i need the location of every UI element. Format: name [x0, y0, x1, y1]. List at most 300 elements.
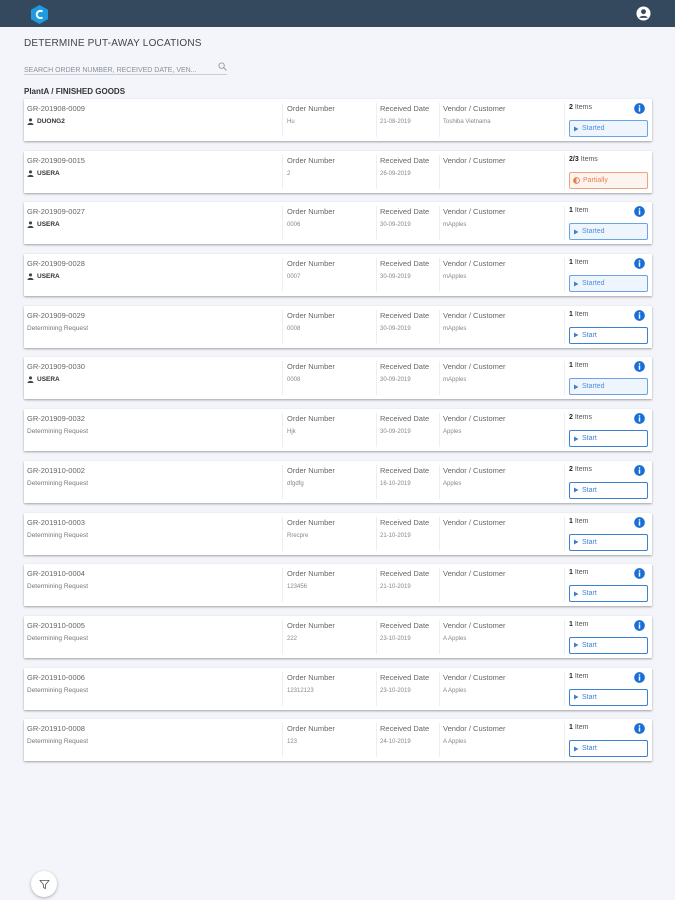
- order-value: 0008: [287, 377, 301, 384]
- item-count: [569, 673, 588, 680]
- page-title: DETERMINE PUT-AWAY LOCATIONS: [24, 38, 202, 49]
- order-header: Order Number: [287, 362, 335, 372]
- vendor-column: [443, 259, 506, 280]
- date-column: [380, 673, 429, 694]
- order-column: [287, 311, 335, 332]
- assignee-label: Determining Request: [27, 738, 89, 746]
- divider: [564, 517, 565, 551]
- date-value: 21-10-2019: [380, 584, 411, 591]
- receipt-number: GR-201910-0002: [27, 465, 85, 475]
- assignee-label: USERA: [37, 169, 60, 177]
- assignee-label: Determining Request: [27, 531, 89, 539]
- status-button[interactable]: [569, 534, 648, 551]
- vendor-header: Vendor / Customer: [443, 724, 506, 734]
- order-value: dfgdfg: [287, 480, 304, 487]
- date-header: Received Date: [380, 517, 430, 527]
- filter-icon: [39, 879, 50, 890]
- divider: [282, 672, 283, 706]
- receipt-number: GR-201909-0015: [27, 155, 85, 165]
- user-icon: [27, 170, 34, 177]
- date-header: Received Date: [380, 414, 430, 424]
- date-column: [380, 569, 429, 590]
- order-header: Order Number: [287, 620, 335, 630]
- date-value: 23-10-2019: [380, 687, 411, 694]
- item-count-value: 1: [569, 724, 573, 732]
- item-count-value: 1: [569, 569, 573, 577]
- play-icon: [573, 281, 579, 287]
- assignee-label: USERA: [37, 273, 60, 281]
- order-column: [287, 156, 335, 177]
- item-count-value: 1: [569, 259, 573, 267]
- divider: [282, 103, 283, 137]
- order-column: [287, 518, 335, 539]
- info-icon[interactable]: [634, 206, 645, 217]
- receipt-assignee: [27, 376, 60, 383]
- divider: [282, 723, 283, 757]
- divider: [439, 620, 440, 654]
- divider: [376, 310, 377, 344]
- order-header: Order Number: [287, 569, 335, 579]
- order-header: Order Number: [287, 724, 335, 734]
- divider: [564, 723, 565, 757]
- divider: [564, 258, 565, 292]
- order-column: [287, 569, 335, 590]
- date-column: [380, 621, 429, 642]
- date-value: 16-10-2019: [380, 480, 411, 487]
- date-column: [380, 466, 429, 487]
- receipt-assignee: [27, 325, 88, 332]
- receipt-card[interactable]: [24, 254, 652, 296]
- order-column: [287, 414, 335, 435]
- divider: [564, 155, 565, 189]
- receipt-number: GR-201909-0028: [27, 259, 85, 269]
- item-count-value: 1: [569, 207, 573, 215]
- receipt-card[interactable]: [24, 99, 652, 141]
- divider: [439, 568, 440, 602]
- receipt-card[interactable]: [24, 357, 652, 399]
- vendor-column: [443, 362, 506, 383]
- divider: [376, 155, 377, 189]
- assignee-label: USERA: [37, 221, 60, 229]
- user-icon: [27, 376, 34, 383]
- divider: [439, 465, 440, 499]
- item-count: [569, 104, 592, 111]
- assignee-label: Determining Request: [27, 428, 89, 436]
- divider: [564, 103, 565, 137]
- order-header: Order Number: [287, 672, 335, 682]
- vendor-value: mApples: [443, 325, 467, 332]
- vendor-column: [443, 466, 506, 487]
- item-count-unit: Items: [574, 414, 592, 422]
- receipt-card[interactable]: [24, 668, 652, 710]
- user-icon: [27, 118, 34, 125]
- item-count: [569, 207, 588, 214]
- order-value: Rrecpre: [287, 532, 309, 539]
- play-icon: [573, 694, 579, 700]
- receipt-card[interactable]: [24, 409, 652, 451]
- vendor-column: [443, 104, 506, 125]
- receipt-assignee: [27, 583, 88, 590]
- divider: [376, 568, 377, 602]
- app-logo-icon[interactable]: [31, 5, 48, 24]
- item-count: [569, 311, 588, 318]
- receipt-number: GR-201909-0032: [27, 414, 85, 424]
- receipt-assignee: [27, 273, 60, 280]
- play-icon: [573, 591, 579, 597]
- status-label: Started: [582, 383, 605, 391]
- vendor-value: mApples: [443, 222, 467, 229]
- assignee-label: Determining Request: [27, 634, 89, 642]
- item-count-unit: Item: [574, 620, 589, 628]
- item-count: [569, 414, 592, 421]
- vendor-value: A Apples: [443, 739, 467, 746]
- receipt-assignee: [27, 118, 65, 125]
- date-header: Received Date: [380, 569, 430, 579]
- filter-button[interactable]: [31, 871, 57, 897]
- status-label: Started: [582, 228, 605, 236]
- order-value: 0008: [287, 325, 301, 332]
- order-value: 12312123: [287, 687, 314, 694]
- assignee-label: Determining Request: [27, 324, 89, 332]
- divider: [564, 206, 565, 240]
- receipt-card[interactable]: [24, 306, 652, 348]
- status-button[interactable]: [569, 430, 648, 447]
- vendor-header: Vendor / Customer: [443, 517, 506, 527]
- item-count-value: 1: [569, 517, 573, 525]
- vendor-value: Toshiba Vietnama: [443, 119, 491, 125]
- divider: [282, 465, 283, 499]
- status-label: Start: [582, 693, 597, 701]
- divider: [376, 413, 377, 447]
- vendor-header: Vendor / Customer: [443, 259, 506, 269]
- play-icon: [573, 539, 579, 545]
- item-count: [569, 156, 598, 163]
- vendor-value: mApples: [443, 377, 467, 384]
- date-column: [380, 362, 429, 383]
- date-header: Received Date: [380, 155, 430, 165]
- vendor-value: Apples: [443, 480, 462, 487]
- order-header: Order Number: [287, 104, 335, 113]
- vendor-column: [443, 156, 506, 171]
- status-label: Started: [582, 280, 605, 288]
- date-column: [380, 207, 429, 228]
- item-count-unit: Item: [574, 724, 589, 732]
- assignee-label: Determining Request: [27, 686, 89, 694]
- status-button[interactable]: [569, 327, 648, 344]
- divider: [376, 465, 377, 499]
- order-value: 222: [287, 635, 298, 642]
- receipt-card[interactable]: [24, 202, 652, 244]
- date-value: 26-09-2019: [380, 170, 411, 177]
- item-count-value: 2: [569, 465, 573, 473]
- divider: [282, 258, 283, 292]
- status-label: Started: [582, 125, 605, 132]
- play-icon: [573, 229, 579, 235]
- vendor-header: Vendor / Customer: [443, 207, 506, 217]
- info-icon[interactable]: [634, 258, 645, 269]
- receipt-number: GR-201910-0004: [27, 569, 85, 579]
- divider: [439, 413, 440, 447]
- divider: [439, 103, 440, 137]
- date-column: [380, 311, 429, 332]
- partial-icon: [573, 177, 580, 184]
- status-button[interactable]: [569, 378, 648, 395]
- item-count-unit: Item: [574, 569, 589, 577]
- receipt-number: GR-201909-0029: [27, 310, 85, 320]
- date-value: 30-09-2019: [380, 429, 411, 436]
- vendor-column: [443, 621, 506, 642]
- status-button[interactable]: [569, 740, 648, 757]
- divider: [376, 517, 377, 551]
- divider: [376, 258, 377, 292]
- item-count-value: 2: [569, 414, 573, 422]
- divider: [564, 310, 565, 344]
- receipt-card[interactable]: [24, 616, 652, 658]
- divider: [564, 413, 565, 447]
- divider: [439, 672, 440, 706]
- date-value: 23-10-2019: [380, 635, 411, 642]
- status-label: Start: [582, 641, 597, 649]
- item-count-value: 1: [569, 362, 573, 370]
- info-icon[interactable]: [634, 310, 645, 321]
- item-count: [569, 569, 588, 576]
- order-column: [287, 621, 335, 642]
- order-column: [287, 104, 335, 125]
- date-header: Received Date: [380, 310, 430, 320]
- divider: [376, 361, 377, 395]
- search-input[interactable]: [24, 63, 214, 78]
- item-count: [569, 259, 588, 266]
- divider: [439, 155, 440, 189]
- receipt-number: GR-201909-0027: [27, 207, 85, 217]
- date-column: [380, 724, 429, 745]
- item-count-unit: Items: [574, 465, 592, 473]
- play-icon: [573, 642, 579, 648]
- vendor-header: Vendor / Customer: [443, 569, 506, 579]
- item-count-value: 2/3: [569, 155, 579, 163]
- receipt-assignee: [27, 480, 88, 487]
- vendor-header: Vendor / Customer: [443, 104, 506, 113]
- assignee-label: USERA: [37, 376, 60, 384]
- item-count-value: 1: [569, 620, 573, 628]
- date-value: 30-09-2019: [380, 274, 411, 281]
- status-button[interactable]: [569, 585, 648, 602]
- search-icon[interactable]: [218, 62, 227, 71]
- status-button[interactable]: [569, 223, 648, 240]
- info-icon[interactable]: [634, 723, 645, 734]
- status-button[interactable]: [569, 482, 648, 499]
- item-count-value: 1: [569, 310, 573, 318]
- divider: [282, 517, 283, 551]
- date-header: Received Date: [380, 207, 430, 217]
- order-column: [287, 673, 335, 694]
- divider: [282, 206, 283, 240]
- vendor-header: Vendor / Customer: [443, 414, 506, 424]
- vendor-header: Vendor / Customer: [443, 362, 506, 372]
- date-column: [380, 104, 429, 125]
- divider: [376, 672, 377, 706]
- order-column: [287, 259, 335, 280]
- divider: [564, 672, 565, 706]
- status-button[interactable]: [569, 172, 648, 189]
- receipt-assignee: [27, 532, 88, 539]
- order-value: 0006: [287, 222, 301, 229]
- vendor-column: [443, 724, 506, 745]
- receipt-assignee: [27, 635, 88, 642]
- assignee-label: DUONG2: [37, 118, 65, 125]
- receipt-number: GR-201910-0008: [27, 724, 85, 734]
- order-header: Order Number: [287, 465, 335, 475]
- vendor-column: [443, 518, 506, 533]
- status-button[interactable]: [569, 637, 648, 654]
- order-value: 123456: [287, 584, 308, 591]
- date-column: [380, 156, 429, 177]
- status-label: Start: [582, 745, 597, 753]
- divider: [376, 103, 377, 137]
- divider: [376, 620, 377, 654]
- item-count-unit: Item: [574, 672, 589, 680]
- vendor-column: [443, 311, 506, 332]
- vendor-header: Vendor / Customer: [443, 465, 506, 475]
- divider: [376, 723, 377, 757]
- divider: [439, 206, 440, 240]
- vendor-column: [443, 569, 506, 584]
- play-icon: [573, 746, 579, 752]
- order-column: [287, 724, 335, 745]
- date-value: 30-09-2019: [380, 222, 411, 229]
- date-value: 21-08-2019: [380, 119, 411, 125]
- status-label: Partially: [583, 176, 608, 184]
- item-count-unit: Items: [580, 155, 598, 163]
- item-count-unit: Item: [574, 362, 589, 370]
- date-header: Received Date: [380, 620, 430, 630]
- location-label: PlantA / FINISHED GOODS: [24, 87, 126, 96]
- info-icon[interactable]: [634, 465, 645, 476]
- item-count-unit: Item: [574, 517, 589, 525]
- account-circle-icon[interactable]: [636, 6, 651, 21]
- receipt-card[interactable]: [24, 461, 652, 503]
- vendor-header: Vendor / Customer: [443, 155, 506, 165]
- info-icon[interactable]: [634, 361, 645, 372]
- vendor-value: A Apples: [443, 687, 467, 694]
- divider: [439, 517, 440, 551]
- play-icon: [573, 384, 579, 390]
- item-count-value: 2: [569, 104, 573, 111]
- order-value: Hjk: [287, 429, 296, 436]
- divider: [564, 465, 565, 499]
- divider: [564, 620, 565, 654]
- date-header: Received Date: [380, 672, 430, 682]
- info-icon[interactable]: [634, 568, 645, 579]
- date-header: Received Date: [380, 104, 430, 113]
- date-header: Received Date: [380, 259, 430, 269]
- info-icon[interactable]: [634, 413, 645, 424]
- receipt-card[interactable]: [24, 513, 652, 555]
- vendor-column: [443, 207, 506, 228]
- info-icon[interactable]: [634, 517, 645, 528]
- status-label: Start: [582, 486, 597, 494]
- receipt-list: [24, 99, 652, 771]
- play-icon: [573, 332, 579, 338]
- order-column: [287, 362, 335, 383]
- receipt-card[interactable]: [24, 719, 652, 761]
- order-header: Order Number: [287, 310, 335, 320]
- receipt-assignee: [27, 221, 60, 228]
- top-app-bar: [0, 0, 675, 27]
- play-icon: [573, 487, 579, 493]
- status-button[interactable]: [569, 689, 648, 706]
- divider: [282, 310, 283, 344]
- date-column: [380, 518, 429, 539]
- status-button[interactable]: [569, 275, 648, 292]
- divider: [282, 361, 283, 395]
- item-count-unit: Item: [574, 207, 589, 215]
- receipt-assignee: [27, 428, 88, 435]
- receipt-assignee: [27, 738, 88, 745]
- order-column: [287, 207, 335, 228]
- divider: [439, 361, 440, 395]
- play-icon: [573, 436, 579, 442]
- item-count: [569, 724, 588, 731]
- status-label: Start: [582, 435, 597, 443]
- receipt-card[interactable]: [24, 151, 652, 193]
- date-header: Received Date: [380, 362, 430, 372]
- divider: [439, 310, 440, 344]
- vendor-column: [443, 673, 506, 694]
- vendor-column: [443, 414, 506, 435]
- order-value: Hu: [287, 119, 295, 125]
- divider: [282, 155, 283, 189]
- receipt-assignee: [27, 170, 60, 177]
- divider: [282, 568, 283, 602]
- vendor-value: A Apples: [443, 635, 467, 642]
- divider: [564, 568, 565, 602]
- order-value: 123: [287, 739, 298, 746]
- item-count: [569, 362, 588, 369]
- receipt-number: GR-201910-0006: [27, 672, 85, 682]
- item-count: [569, 518, 588, 525]
- play-icon: [573, 126, 579, 132]
- assignee-label: Determining Request: [27, 479, 89, 487]
- receipt-number: GR-201910-0005: [27, 620, 85, 630]
- info-icon[interactable]: [634, 620, 645, 631]
- info-icon[interactable]: [634, 103, 645, 114]
- vendor-value: mApples: [443, 274, 467, 281]
- divider: [564, 361, 565, 395]
- receipt-number: GR-201910-0003: [27, 517, 85, 527]
- user-icon: [27, 273, 34, 280]
- user-icon: [27, 221, 34, 228]
- status-button[interactable]: [569, 120, 648, 137]
- item-count-unit: Item: [574, 310, 589, 318]
- info-icon[interactable]: [634, 672, 645, 683]
- order-header: Order Number: [287, 414, 335, 424]
- receipt-number: GR-201909-0030: [27, 362, 85, 372]
- receipt-card[interactable]: [24, 564, 652, 606]
- order-header: Order Number: [287, 517, 335, 527]
- divider: [439, 258, 440, 292]
- date-value: 24-10-2019: [380, 739, 411, 746]
- status-label: Start: [582, 331, 597, 339]
- item-count-unit: Items: [574, 104, 592, 111]
- search-bar[interactable]: [24, 59, 227, 75]
- date-value: 30-09-2019: [380, 377, 411, 384]
- order-header: Order Number: [287, 207, 335, 217]
- vendor-header: Vendor / Customer: [443, 310, 506, 320]
- date-value: 30-09-2019: [380, 325, 411, 332]
- item-count: [569, 466, 592, 473]
- vendor-header: Vendor / Customer: [443, 672, 506, 682]
